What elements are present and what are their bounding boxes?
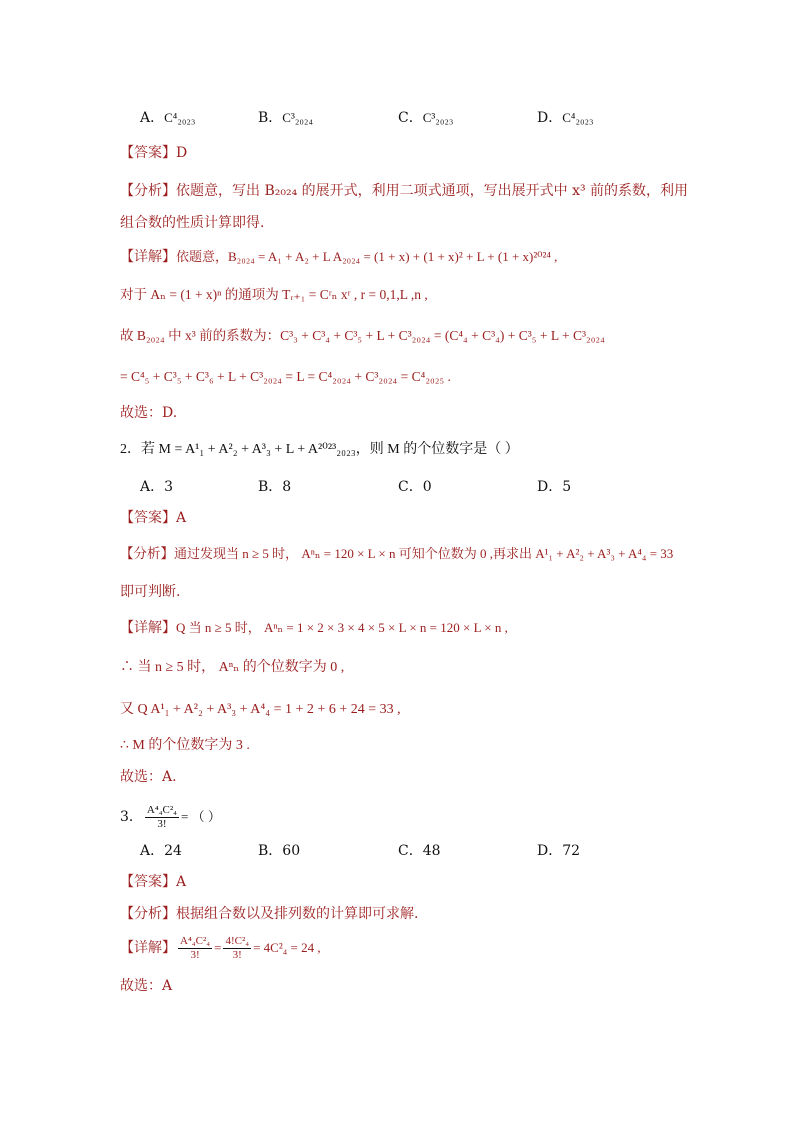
q2-detail-line2: ∴ 当 n ≥ 5 时， Aⁿₙ 的个位数字为 0 , xyxy=(120,660,345,675)
q3-answer: 【答案】A xyxy=(120,874,187,890)
q1-option-c: C．C³₂₀₂₃ xyxy=(398,110,454,126)
q2-detail-line4: ∴ M 的个位数字为 3 . xyxy=(120,738,250,753)
q1-detail-line2: 对于 Aₙ = (1 + x)ⁿ 的通项为 Tᵣ₊₁ = Cʳₙ xʳ , r = 0,1,L ,n , xyxy=(120,287,428,302)
q1-option-b: B．C³₂₀₂₄ xyxy=(258,110,313,126)
q3-option-d: D．72 xyxy=(537,843,581,859)
q2-detail: 【详解】Q 当 n ≥ 5 时， Aⁿₙ = 1 × 2 × 3 × 4 × 5 × L × n = 120 × L × n , xyxy=(120,620,508,636)
q2-choose: 故选：A. xyxy=(120,769,177,785)
q2-option-b: B．8 xyxy=(258,479,292,495)
q1-analysis: 【分析】依题意，写出 B₂₀₂₄ 的展开式，利用二项式通项，写出展开式中 x³ 前的系数，利用 xyxy=(120,183,689,199)
q1-detail-line4: = C⁴₅ + C³₅ + C³₆ + L + C³₂₀₂₄ = L = C⁴₂₀₂₄ + C³₂₀₂₄ = C⁴₂₀₂₅ . xyxy=(120,369,451,384)
q2-option-d: D．5 xyxy=(537,479,572,495)
q3-detail: 【详解】 $\frac{\text{A⁴₄C²₄}}{3!}$ = $\frac{\text{4!C²₄}}{3!}$ = 4C²₄ = 24 , xyxy=(120,934,321,961)
q3-option-c: C．48 xyxy=(398,843,441,859)
q3-detail-fraction-2: $\frac{\text{4!C²₄}}{3!}$ xyxy=(225,934,250,961)
q1-option-d: D．C⁴₂₀₂₃ xyxy=(537,110,594,126)
q3-option-a: A．24 xyxy=(140,843,182,859)
q2-analysis: 【分析】通过发现当 n ≥ 5 时， Aⁿₙ = 120 × L × n 可知个位数为 0 ,再求出 A¹₁ + A²₂ + A³₃ + A⁴₄ = 33 xyxy=(120,546,674,562)
q2-detail-line3: 又 Q A¹₁ + A²₂ + A³₃ + A⁴₄ = 1 + 2 + 6 + 24 = 33 , xyxy=(120,702,401,717)
q1-choose: 故选：D. xyxy=(120,405,178,421)
q3-fraction: $\frac{\text{A⁴₄C²₄}}{3!}$ xyxy=(146,803,178,830)
q1-option-a: A．C⁴₂₀₂₃ xyxy=(140,110,196,126)
q1-answer: 【答案】D xyxy=(120,145,188,161)
q2-answer: 【答案】A xyxy=(120,510,187,526)
q2-stem: 2．若 M = A¹₁ + A²₂ + A³₃ + L + A²⁰²³₂₀₂₃，则 M 的个位数字是（ ） xyxy=(120,442,519,457)
q1-analysis-cont: 组合数的性质计算即得. xyxy=(120,215,265,231)
q3-option-b: B．60 xyxy=(258,843,301,859)
q3-analysis: 【分析】根据组合数以及排列数的计算即可求解. xyxy=(120,906,419,922)
q2-option-a: A．3 xyxy=(140,479,174,495)
q1-detail-line3: 故 B₂₀₂₄ 中 x³ 前的系数为：C³₃ + C³₄ + C³₅ + L + C³₂₀₂₄ = (C⁴₄ + C³₄) + C³₅ + L + C³₂₀₂₄ xyxy=(120,328,605,343)
q1-detail: 【详解】依题意，B₂₀₂₄ = A₁ + A₂ + L A₂₀₂₄ = (1 + x) + (1 + x)² + L + (1 + x)²⁰²⁴ , xyxy=(120,249,558,265)
q3-detail-fraction-1: $\frac{\text{A⁴₄C²₄}}{3!}$ xyxy=(180,934,211,961)
q2-option-c: C．0 xyxy=(398,479,432,495)
q2-analysis-cont: 即可判断. xyxy=(120,584,181,600)
q3-choose: 故选：A xyxy=(120,978,173,994)
q3-stem: 3． $\frac{\text{A⁴₄C²₄}}{3!}$ = （ ） xyxy=(120,803,221,830)
